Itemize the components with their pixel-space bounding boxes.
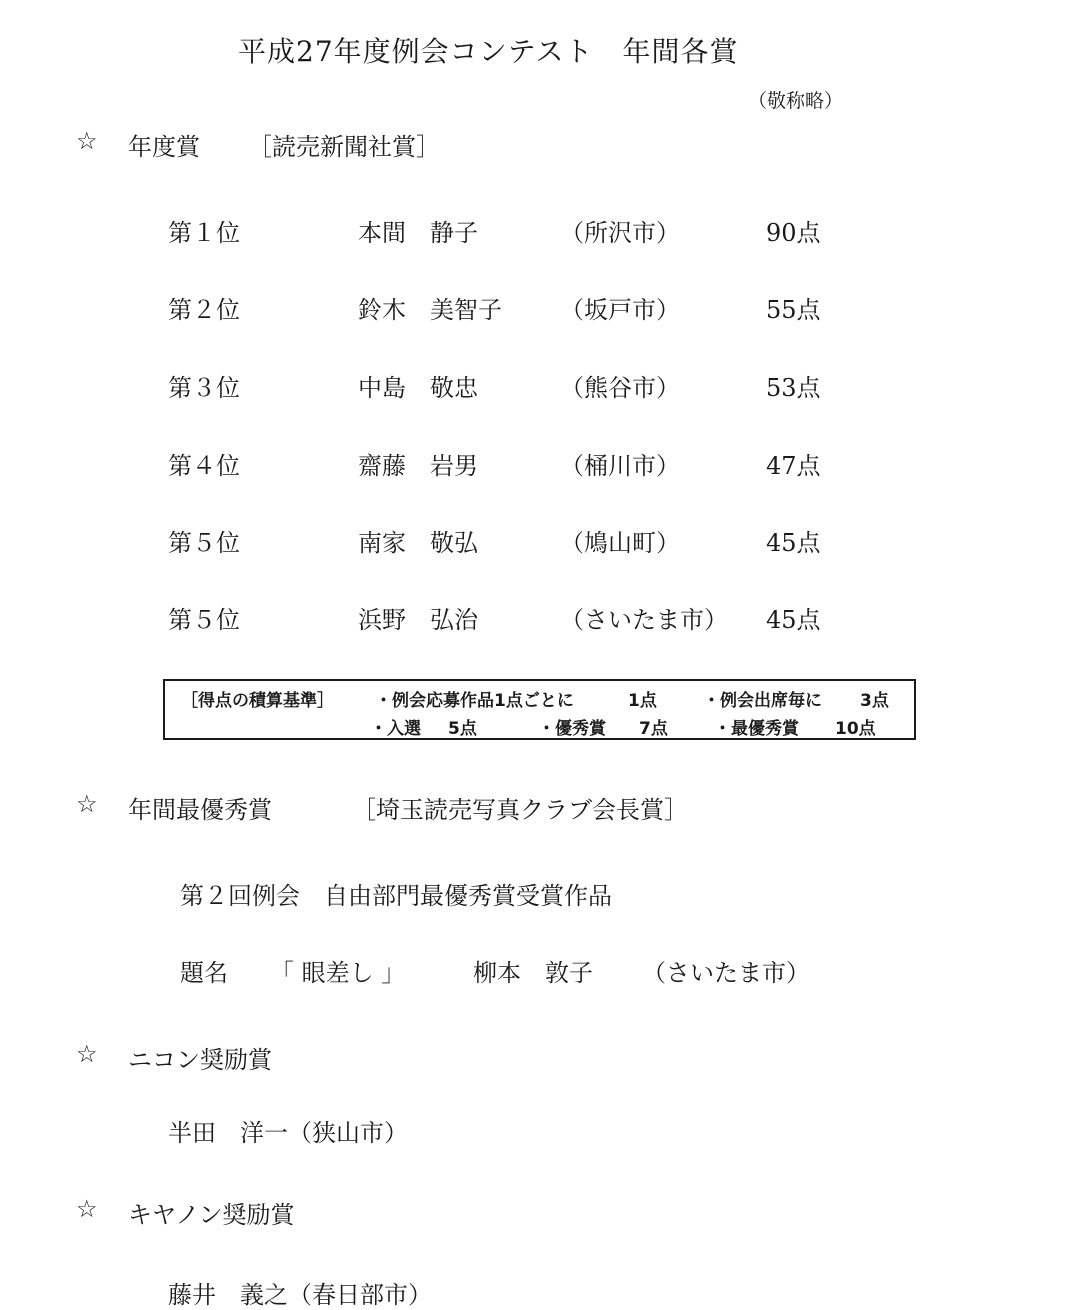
rank-label: 第５位 bbox=[168, 606, 240, 634]
scoring-item: ・入選 bbox=[370, 719, 421, 739]
scoring-value: 5点 bbox=[448, 719, 477, 739]
top-award-sponsor: ［埼玉読売写真クラブ会長賞］ bbox=[352, 796, 688, 824]
top-award-heading: 年間最優秀賞 bbox=[128, 796, 272, 824]
rank-points: 45点 bbox=[766, 606, 821, 634]
scoring-item: ・例会応募作品1点ごとに bbox=[375, 691, 574, 711]
rank-label: 第３位 bbox=[168, 374, 240, 402]
star-icon: ☆ bbox=[76, 1195, 98, 1223]
scoring-item: ・最優秀賞 bbox=[714, 719, 799, 739]
scoring-item: ・優秀賞 bbox=[538, 719, 606, 739]
scoring-criteria-box bbox=[163, 679, 916, 740]
scoring-label: ［得点の積算基準］ bbox=[181, 691, 334, 711]
rank-points: 47点 bbox=[766, 452, 821, 480]
rank-points: 45点 bbox=[766, 529, 821, 557]
rank-city: （桶川市） bbox=[560, 452, 680, 480]
canon-award-recipient: 藤井 義之（春日部市） bbox=[168, 1281, 432, 1309]
rank-city: （鳩山町） bbox=[560, 529, 680, 557]
nikon-award-recipient: 半田 洋一（狭山市） bbox=[168, 1119, 408, 1147]
rank-points: 53点 bbox=[766, 374, 821, 402]
scoring-value: 3点 bbox=[860, 691, 889, 711]
rank-label: 第１位 bbox=[168, 219, 240, 247]
rank-city: （所沢市） bbox=[560, 219, 680, 247]
work-author-city: （さいたま市） bbox=[642, 959, 810, 987]
rank-points: 55点 bbox=[766, 296, 821, 324]
canon-award-heading: キヤノン奨励賞 bbox=[128, 1201, 295, 1229]
work-label: 題名 bbox=[180, 959, 228, 987]
rank-city: （熊谷市） bbox=[560, 374, 680, 402]
rank-name: 齋藤 岩男 bbox=[358, 452, 478, 480]
scoring-value: 10点 bbox=[835, 719, 876, 739]
rank-name: 中島 敬忠 bbox=[358, 374, 478, 402]
scoring-item: ・例会出席毎に bbox=[703, 691, 822, 711]
rank-name: 鈴木 美智子 bbox=[358, 296, 502, 324]
scoring-value: 1点 bbox=[628, 691, 657, 711]
rank-name: 本間 静子 bbox=[358, 219, 478, 247]
star-icon: ☆ bbox=[76, 127, 98, 155]
rank-city: （さいたま市） bbox=[560, 606, 728, 634]
star-icon: ☆ bbox=[76, 1040, 98, 1068]
star-icon: ☆ bbox=[76, 790, 98, 818]
page-title: 平成27年度例会コンテスト 年間各賞 bbox=[238, 35, 739, 68]
rank-label: 第２位 bbox=[168, 296, 240, 324]
rank-label: 第４位 bbox=[168, 452, 240, 480]
nikon-award-heading: ニコン奨励賞 bbox=[128, 1046, 272, 1074]
work-title: 「 眼差し 」 bbox=[270, 959, 406, 987]
top-award-source: 第２回例会 自由部門最優秀賞受賞作品 bbox=[180, 882, 612, 910]
rank-city: （坂戸市） bbox=[560, 296, 680, 324]
work-author: 柳本 敦子 bbox=[473, 959, 593, 987]
honorific-note: （敬称略） bbox=[748, 90, 844, 112]
annual-award-heading: 年度賞 bbox=[128, 133, 200, 161]
rank-name: 浜野 弘治 bbox=[358, 606, 478, 634]
rank-points: 90点 bbox=[766, 219, 821, 247]
annual-award-sponsor: ［読売新聞社賞］ bbox=[248, 133, 440, 161]
scoring-value: 7点 bbox=[639, 719, 668, 739]
rank-name: 南家 敬弘 bbox=[358, 529, 478, 557]
rank-label: 第５位 bbox=[168, 529, 240, 557]
